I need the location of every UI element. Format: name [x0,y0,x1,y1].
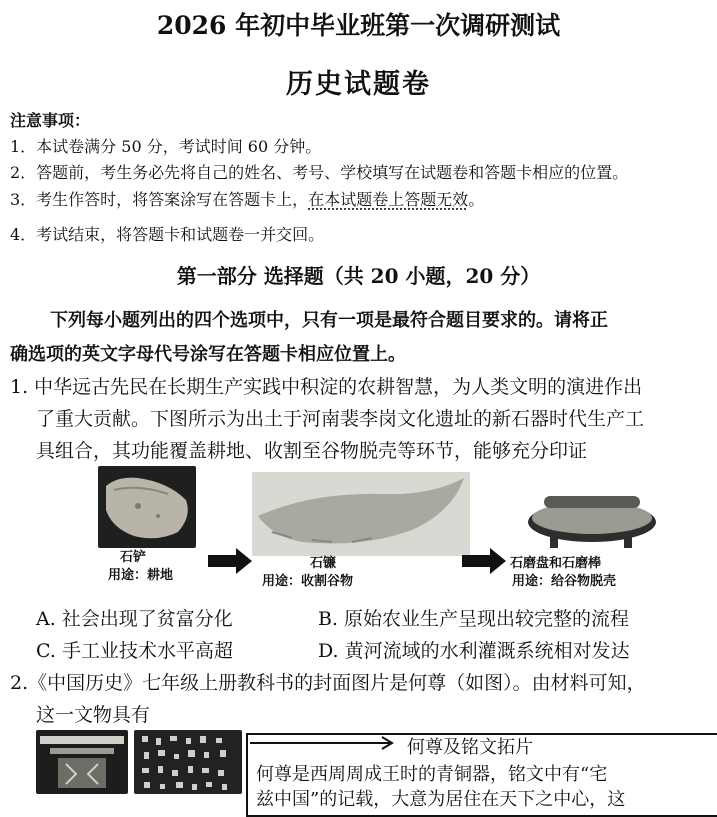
notice-item-3-text: 3．考生作答时，将答案涂写在答题卡上， [10,190,309,209]
q1-option-a[interactable]: A. 社会出现了贫富分化 [36,608,233,630]
notice-item-3-end: 。 [468,190,485,209]
notice-heading: 注意事项： [10,111,91,130]
arrow-pointer-icon [250,734,400,752]
tool-2-use: 用途：收割谷物 [262,574,354,589]
material-line1: 何尊是西周周成王时的青铜器，铭文中有“宅 [256,764,608,785]
part1-instruction-line2: 确选项的英文字母代号涂写在答题卡相应位置上。 [10,344,406,365]
tool-1-use: 用途：耕地 [108,568,174,583]
q1-line3: 具组合，其功能覆盖耕地、收割至谷物脱壳等环节，能够充分印证 [36,440,588,462]
tool-1-name: 石铲 [120,550,147,565]
tool-figure [0,466,717,596]
q1-option-b[interactable]: B. 原始农业生产呈现出较完整的流程 [318,608,630,630]
exam-title: 2026 年初中毕业班第一次调研测试 [156,11,561,40]
q2-line1: 2.《中国历史》七年级上册教科书的封面图片是何尊（如图）。由材料可知， [10,672,646,694]
stone-shovel-image [98,466,196,548]
material-title: 何尊及铭文拓片 [407,737,533,758]
tool-2-name: 石镰 [310,556,337,571]
arrow-right-icon [462,548,506,574]
notice-item-2: 2．答题前，考生务必先将自己的姓名、考号、学校填写在试题卷和答题卡相应的位置。 [10,163,629,182]
stone-sickle-image [252,472,470,556]
notice-item-3 [10,187,484,210]
part1-heading: 第一部分 选择题（共 20 小题，20 分） [176,264,541,288]
grinding-stone-image [520,482,660,552]
inscription-rubbing-image [134,730,242,794]
notice-item-3-emphasis: 在本试题卷上答题无效 [308,190,469,209]
tool-3-use: 用途：给谷物脱壳 [512,574,617,589]
arrow-right-icon [208,548,252,574]
q1-line2: 了重大贡献。下图所示为出土于河南裴李岗文化遗址的新石器时代生产工 [36,408,645,430]
q1-option-c[interactable]: C. 手工业技术水平高超 [36,640,233,662]
q1-option-d[interactable]: D. 黄河流域的水利灌溉系统相对发达 [318,640,630,662]
notice-item-4: 4．考试结束，将答题卡和试题卷一并交回。 [10,225,325,244]
material-line2: 兹中国”的记载，大意为居住在天下之中心，这 [256,789,626,810]
q1-line1: 1. 中华远古先民在长期生产实践中积淀的农耕智慧，为人类文明的演进作出 [10,376,643,398]
part1-instruction-line1: 下列每小题列出的四个选项中，只有一项是最符合题目要求的。请将正 [50,310,608,331]
tool-3-name: 石磨盘和石磨棒 [510,556,602,571]
exam-subtitle: 历史试题卷 [286,69,431,100]
bronze-vessel-image [36,730,128,794]
notice-item-1: 1．本试卷满分 50 分，考试时间 60 分钟。 [10,137,322,156]
q2-line2: 这一文物具有 [36,704,151,726]
